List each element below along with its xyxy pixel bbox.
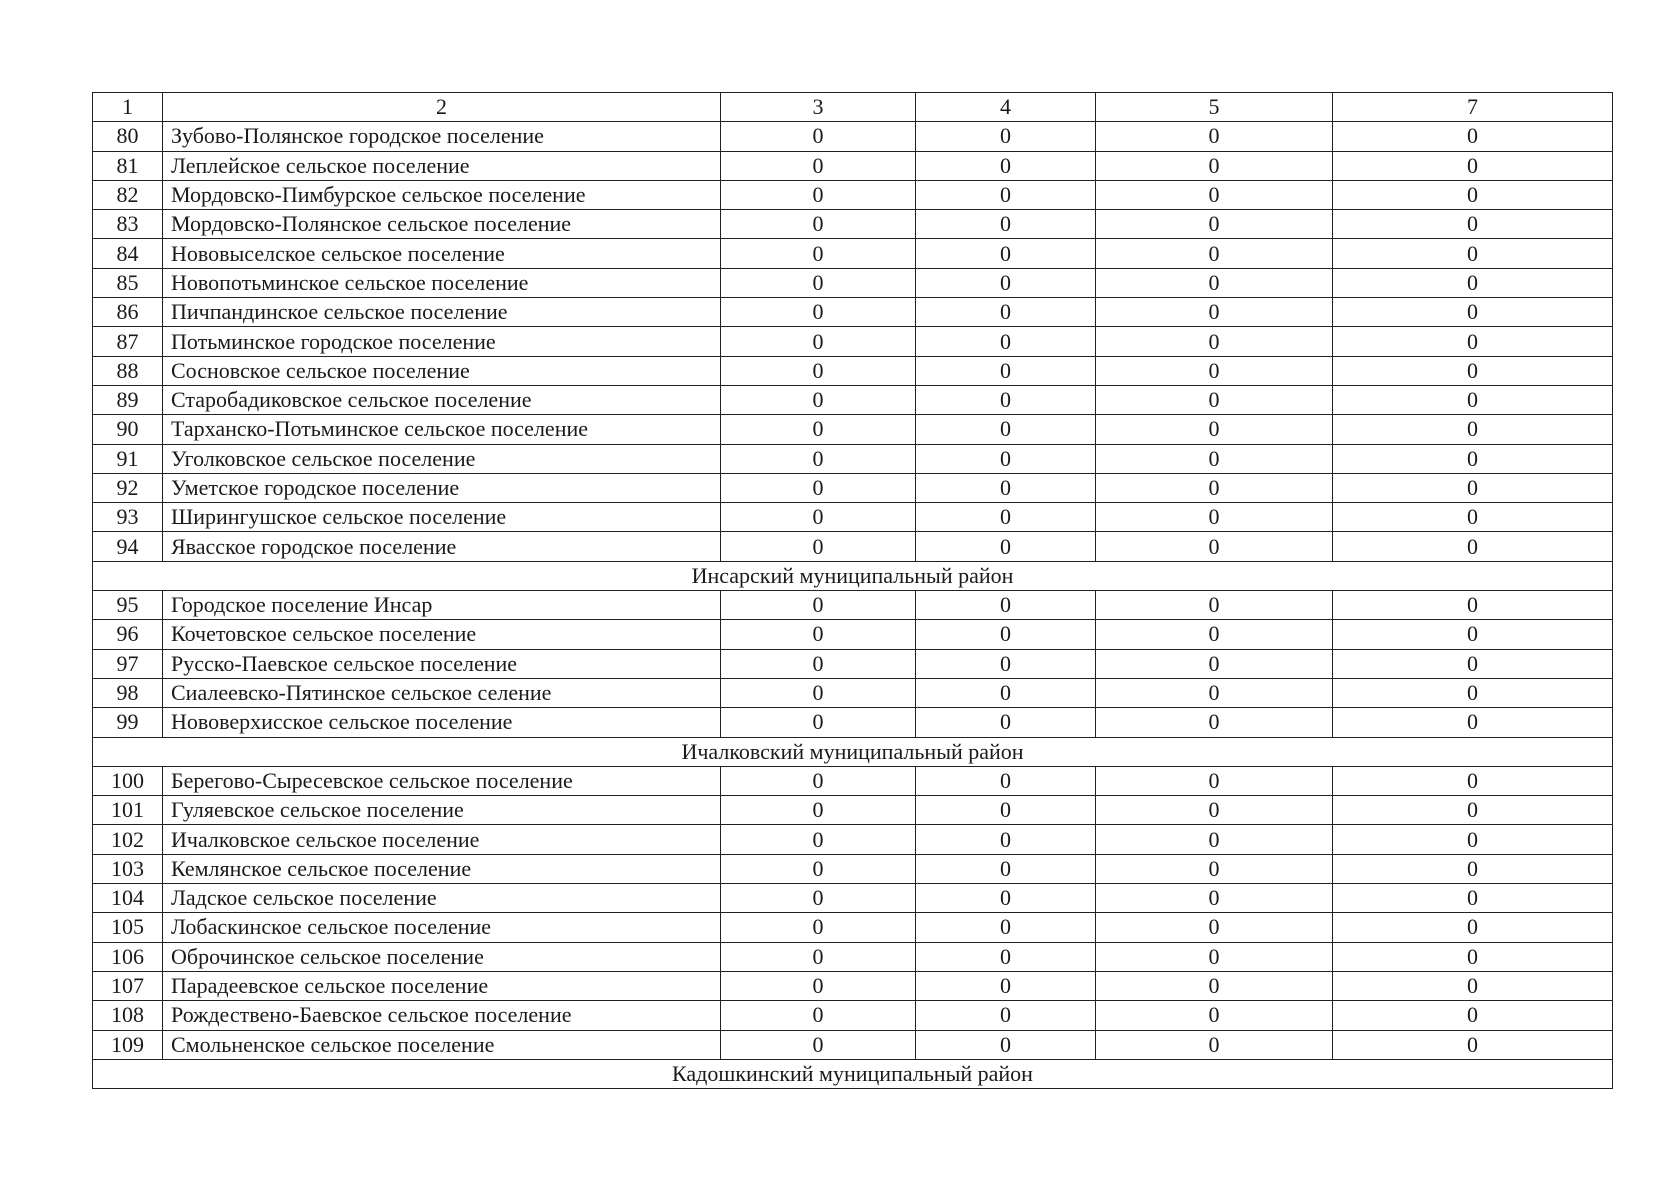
value-cell: 0 [1096, 884, 1333, 913]
district-section-row [93, 561, 1613, 590]
value-cell: 0 [1333, 1001, 1613, 1030]
table-row [93, 1001, 1613, 1030]
value-cell: 0 [1333, 649, 1613, 678]
row-number: 80 [93, 122, 163, 151]
value-cell: 0 [916, 180, 1096, 209]
value-cell: 0 [916, 942, 1096, 971]
row-number: 94 [93, 532, 163, 561]
value-cell: 0 [1096, 678, 1333, 707]
value-cell: 0 [916, 532, 1096, 561]
value-cell: 0 [721, 942, 916, 971]
settlement-name: Леплейское сельское поселение [163, 151, 721, 180]
value-cell: 0 [1096, 298, 1333, 327]
value-cell: 0 [721, 884, 916, 913]
table-row [93, 649, 1613, 678]
row-number: 83 [93, 210, 163, 239]
row-number: 108 [93, 1001, 163, 1030]
column-number: 3 [721, 93, 916, 122]
value-cell: 0 [916, 327, 1096, 356]
value-cell: 0 [1096, 473, 1333, 502]
value-cell: 0 [916, 708, 1096, 737]
value-cell: 0 [721, 854, 916, 883]
table-row [93, 884, 1613, 913]
settlement-name: Кочетовское сельское поселение [163, 620, 721, 649]
row-number: 86 [93, 298, 163, 327]
value-cell: 0 [916, 825, 1096, 854]
value-cell: 0 [1333, 298, 1613, 327]
settlement-name: Парадеевское сельское поселение [163, 971, 721, 1000]
table-row [93, 180, 1613, 209]
value-cell: 0 [1096, 1030, 1333, 1059]
value-cell: 0 [721, 151, 916, 180]
value-cell: 0 [1096, 942, 1333, 971]
value-cell: 0 [1096, 356, 1333, 385]
column-number: 2 [163, 93, 721, 122]
value-cell: 0 [1333, 942, 1613, 971]
value-cell: 0 [1333, 913, 1613, 942]
value-cell: 0 [1096, 913, 1333, 942]
value-cell: 0 [1333, 415, 1613, 444]
value-cell: 0 [721, 503, 916, 532]
settlement-name: Сиалеевско-Пятинское сельское селение [163, 678, 721, 707]
settlement-name: Зубово-Полянское городское поселение [163, 122, 721, 151]
value-cell: 0 [1096, 210, 1333, 239]
table-row [93, 210, 1613, 239]
district-title: Кадошкинский муниципальный район [93, 1059, 1613, 1088]
value-cell: 0 [1333, 210, 1613, 239]
settlement-name: Потьминское городское поселение [163, 327, 721, 356]
settlement-name: Тарханско-Потьминское сельское поселение [163, 415, 721, 444]
row-number: 105 [93, 913, 163, 942]
settlement-name: Пичпандинское сельское поселение [163, 298, 721, 327]
district-title: Ичалковский муниципальный район [93, 737, 1613, 766]
value-cell: 0 [721, 971, 916, 1000]
row-number: 93 [93, 503, 163, 532]
settlement-name: Уметское городское поселение [163, 473, 721, 502]
value-cell: 0 [1333, 854, 1613, 883]
row-number: 99 [93, 708, 163, 737]
value-cell: 0 [721, 620, 916, 649]
table-row [93, 942, 1613, 971]
value-cell: 0 [1333, 503, 1613, 532]
value-cell: 0 [721, 678, 916, 707]
value-cell: 0 [721, 239, 916, 268]
value-cell: 0 [1096, 620, 1333, 649]
row-number: 103 [93, 854, 163, 883]
table-row [93, 415, 1613, 444]
table-row [93, 825, 1613, 854]
value-cell: 0 [916, 444, 1096, 473]
settlement-name: Мордовско-Пимбурское сельское поселение [163, 180, 721, 209]
value-cell: 0 [721, 122, 916, 151]
value-cell: 0 [1096, 854, 1333, 883]
value-cell: 0 [916, 298, 1096, 327]
value-cell: 0 [1333, 591, 1613, 620]
row-number: 95 [93, 591, 163, 620]
value-cell: 0 [721, 385, 916, 414]
table-row [93, 591, 1613, 620]
row-number: 97 [93, 649, 163, 678]
value-cell: 0 [1333, 766, 1613, 795]
table-row [93, 1030, 1613, 1059]
value-cell: 0 [916, 854, 1096, 883]
value-cell: 0 [721, 1030, 916, 1059]
settlement-name: Смольненское сельское поселение [163, 1030, 721, 1059]
value-cell: 0 [916, 356, 1096, 385]
row-number: 84 [93, 239, 163, 268]
value-cell: 0 [1096, 503, 1333, 532]
value-cell: 0 [721, 356, 916, 385]
value-cell: 0 [916, 766, 1096, 795]
value-cell: 0 [1096, 444, 1333, 473]
value-cell: 0 [916, 796, 1096, 825]
settlement-name: Рождествено-Баевское сельское поселение [163, 1001, 721, 1030]
settlement-name: Лобаскинское сельское поселение [163, 913, 721, 942]
row-number: 81 [93, 151, 163, 180]
value-cell: 0 [1333, 327, 1613, 356]
value-cell: 0 [721, 708, 916, 737]
value-cell: 0 [721, 1001, 916, 1030]
row-number: 87 [93, 327, 163, 356]
value-cell: 0 [1096, 268, 1333, 297]
row-number: 109 [93, 1030, 163, 1059]
value-cell: 0 [1096, 327, 1333, 356]
table-row [93, 678, 1613, 707]
value-cell: 0 [1096, 825, 1333, 854]
value-cell: 0 [1096, 591, 1333, 620]
district-title: Инсарский муниципальный район [93, 561, 1613, 590]
value-cell: 0 [1096, 385, 1333, 414]
value-cell: 0 [916, 649, 1096, 678]
value-cell: 0 [1333, 532, 1613, 561]
value-cell: 0 [1096, 971, 1333, 1000]
value-cell: 0 [721, 796, 916, 825]
settlement-name: Кемлянское сельское поселение [163, 854, 721, 883]
row-number: 100 [93, 766, 163, 795]
value-cell: 0 [1096, 766, 1333, 795]
table-row [93, 122, 1613, 151]
value-cell: 0 [1096, 708, 1333, 737]
value-cell: 0 [721, 766, 916, 795]
settlement-name: Нововыселское сельское поселение [163, 239, 721, 268]
settlement-name: Новопотьминское сельское поселение [163, 268, 721, 297]
table-row [93, 708, 1613, 737]
value-cell: 0 [721, 444, 916, 473]
table-row [93, 971, 1613, 1000]
table-body [93, 93, 1613, 1089]
table-row [93, 444, 1613, 473]
value-cell: 0 [1096, 1001, 1333, 1030]
district-section-row [93, 1059, 1613, 1088]
value-cell: 0 [1096, 239, 1333, 268]
value-cell: 0 [916, 239, 1096, 268]
table-row [93, 620, 1613, 649]
table-row [93, 503, 1613, 532]
value-cell: 0 [916, 503, 1096, 532]
row-number: 89 [93, 385, 163, 414]
table-row [93, 913, 1613, 942]
settlement-name: Русско-Паевское сельское поселение [163, 649, 721, 678]
settlement-name: Нововерхисское сельское поселение [163, 708, 721, 737]
value-cell: 0 [721, 210, 916, 239]
value-cell: 0 [1096, 415, 1333, 444]
table-row [93, 532, 1613, 561]
value-cell: 0 [1333, 444, 1613, 473]
value-cell: 0 [721, 415, 916, 444]
settlement-name: Сосновское сельское поселение [163, 356, 721, 385]
district-section-row [93, 737, 1613, 766]
value-cell: 0 [916, 385, 1096, 414]
value-cell: 0 [1096, 151, 1333, 180]
value-cell: 0 [1333, 122, 1613, 151]
table-row [93, 151, 1613, 180]
table-row [93, 239, 1613, 268]
value-cell: 0 [1333, 385, 1613, 414]
value-cell: 0 [916, 620, 1096, 649]
settlement-name: Ичалковское сельское поселение [163, 825, 721, 854]
row-number: 88 [93, 356, 163, 385]
value-cell: 0 [916, 1030, 1096, 1059]
row-number: 85 [93, 268, 163, 297]
value-cell: 0 [1096, 532, 1333, 561]
table-row [93, 385, 1613, 414]
value-cell: 0 [721, 825, 916, 854]
column-number: 7 [1333, 93, 1613, 122]
value-cell: 0 [916, 415, 1096, 444]
table-row [93, 327, 1613, 356]
value-cell: 0 [1333, 239, 1613, 268]
column-number: 1 [93, 93, 163, 122]
settlement-name: Явасское городское поселение [163, 532, 721, 561]
row-number: 107 [93, 971, 163, 1000]
value-cell: 0 [1333, 268, 1613, 297]
value-cell: 0 [721, 913, 916, 942]
value-cell: 0 [721, 268, 916, 297]
value-cell: 0 [1333, 1030, 1613, 1059]
settlements-table [92, 92, 1613, 1089]
value-cell: 0 [721, 649, 916, 678]
row-number: 102 [93, 825, 163, 854]
value-cell: 0 [1333, 971, 1613, 1000]
value-cell: 0 [1333, 825, 1613, 854]
row-number: 98 [93, 678, 163, 707]
value-cell: 0 [916, 1001, 1096, 1030]
settlement-name: Уголковское сельское поселение [163, 444, 721, 473]
value-cell: 0 [721, 180, 916, 209]
value-cell: 0 [721, 298, 916, 327]
value-cell: 0 [1333, 151, 1613, 180]
settlement-name: Старобадиковское сельское поселение [163, 385, 721, 414]
row-number: 106 [93, 942, 163, 971]
settlement-name: Берегово-Сыресевское сельское поселение [163, 766, 721, 795]
column-number: 5 [1096, 93, 1333, 122]
value-cell: 0 [916, 591, 1096, 620]
settlement-name: Оброчинское сельское поселение [163, 942, 721, 971]
value-cell: 0 [916, 971, 1096, 1000]
settlement-name: Ладское сельское поселение [163, 884, 721, 913]
table-row [93, 356, 1613, 385]
value-cell: 0 [721, 591, 916, 620]
row-number: 90 [93, 415, 163, 444]
value-cell: 0 [916, 678, 1096, 707]
table-row [93, 854, 1613, 883]
value-cell: 0 [916, 884, 1096, 913]
value-cell: 0 [916, 122, 1096, 151]
value-cell: 0 [1096, 649, 1333, 678]
row-number: 82 [93, 180, 163, 209]
value-cell: 0 [1333, 356, 1613, 385]
value-cell: 0 [1096, 180, 1333, 209]
value-cell: 0 [1333, 180, 1613, 209]
value-cell: 0 [1333, 796, 1613, 825]
table-container [92, 92, 1612, 1089]
column-number-row [93, 93, 1613, 122]
row-number: 101 [93, 796, 163, 825]
row-number: 96 [93, 620, 163, 649]
settlement-name: Мордовско-Полянское сельское поселение [163, 210, 721, 239]
settlement-name: Ширингушское сельское поселение [163, 503, 721, 532]
table-row [93, 766, 1613, 795]
value-cell: 0 [916, 210, 1096, 239]
table-row [93, 796, 1613, 825]
value-cell: 0 [1096, 796, 1333, 825]
table-row [93, 473, 1613, 502]
column-number: 4 [916, 93, 1096, 122]
settlement-name: Гуляевское сельское поселение [163, 796, 721, 825]
value-cell: 0 [916, 473, 1096, 502]
value-cell: 0 [1333, 620, 1613, 649]
value-cell: 0 [1333, 884, 1613, 913]
settlement-name: Городское поселение Инсар [163, 591, 721, 620]
table-row [93, 298, 1613, 327]
value-cell: 0 [721, 473, 916, 502]
table-row [93, 268, 1613, 297]
value-cell: 0 [1333, 708, 1613, 737]
value-cell: 0 [916, 913, 1096, 942]
row-number: 92 [93, 473, 163, 502]
value-cell: 0 [1333, 678, 1613, 707]
value-cell: 0 [916, 268, 1096, 297]
value-cell: 0 [1096, 122, 1333, 151]
value-cell: 0 [721, 327, 916, 356]
value-cell: 0 [1333, 473, 1613, 502]
value-cell: 0 [916, 151, 1096, 180]
row-number: 104 [93, 884, 163, 913]
row-number: 91 [93, 444, 163, 473]
value-cell: 0 [721, 532, 916, 561]
